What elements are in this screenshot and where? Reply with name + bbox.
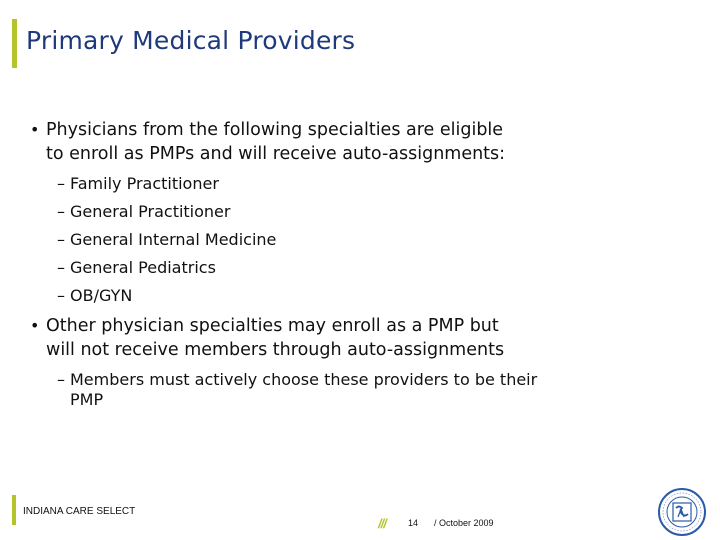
subitem-text: Family Practitioner [70, 174, 219, 193]
subitem: – General Practitioner [30, 202, 690, 222]
subitem: – Family Practitioner [30, 174, 690, 194]
fssa-seal-logo-icon [657, 487, 707, 537]
page-number: 14 [408, 518, 419, 528]
subitem: – Members must actively choose these providers to be their PMP [30, 370, 690, 410]
bullet-dot: • [30, 120, 40, 139]
subitem-text: Members must actively choose these providers to be their PMP [70, 370, 538, 409]
bullet-1 [30, 118, 690, 166]
bullet-dot: • [30, 316, 40, 335]
bullet-2 [30, 314, 690, 362]
subitem-text: General Internal Medicine [70, 230, 277, 249]
slide-title: Primary Medical Providers [26, 26, 356, 55]
footer-slashes: /// [378, 516, 386, 531]
bullet-2-text: Other physician specialties may enroll as a PMP but will not receive members through auto-assignments [46, 316, 505, 360]
bullet-1-text: Physicians from the following specialties are eligible to enroll as PMPs and will receive auto-assignments: [46, 120, 506, 164]
footer-program: INDIANA CARE SELECT [23, 506, 136, 517]
subitem: – General Pediatrics [30, 258, 690, 278]
footer-date: / October 2009 [434, 518, 494, 528]
subitem: – General Internal Medicine [30, 230, 690, 250]
slide-content [30, 118, 690, 410]
subitem-text: General Practitioner [70, 202, 231, 221]
footer-accent-bar [12, 495, 16, 525]
subitem: – OB/GYN [30, 286, 690, 306]
title-accent-bar [12, 19, 17, 68]
subitem-text: General Pediatrics [70, 258, 216, 277]
subitem-text: OB/GYN [70, 286, 133, 305]
